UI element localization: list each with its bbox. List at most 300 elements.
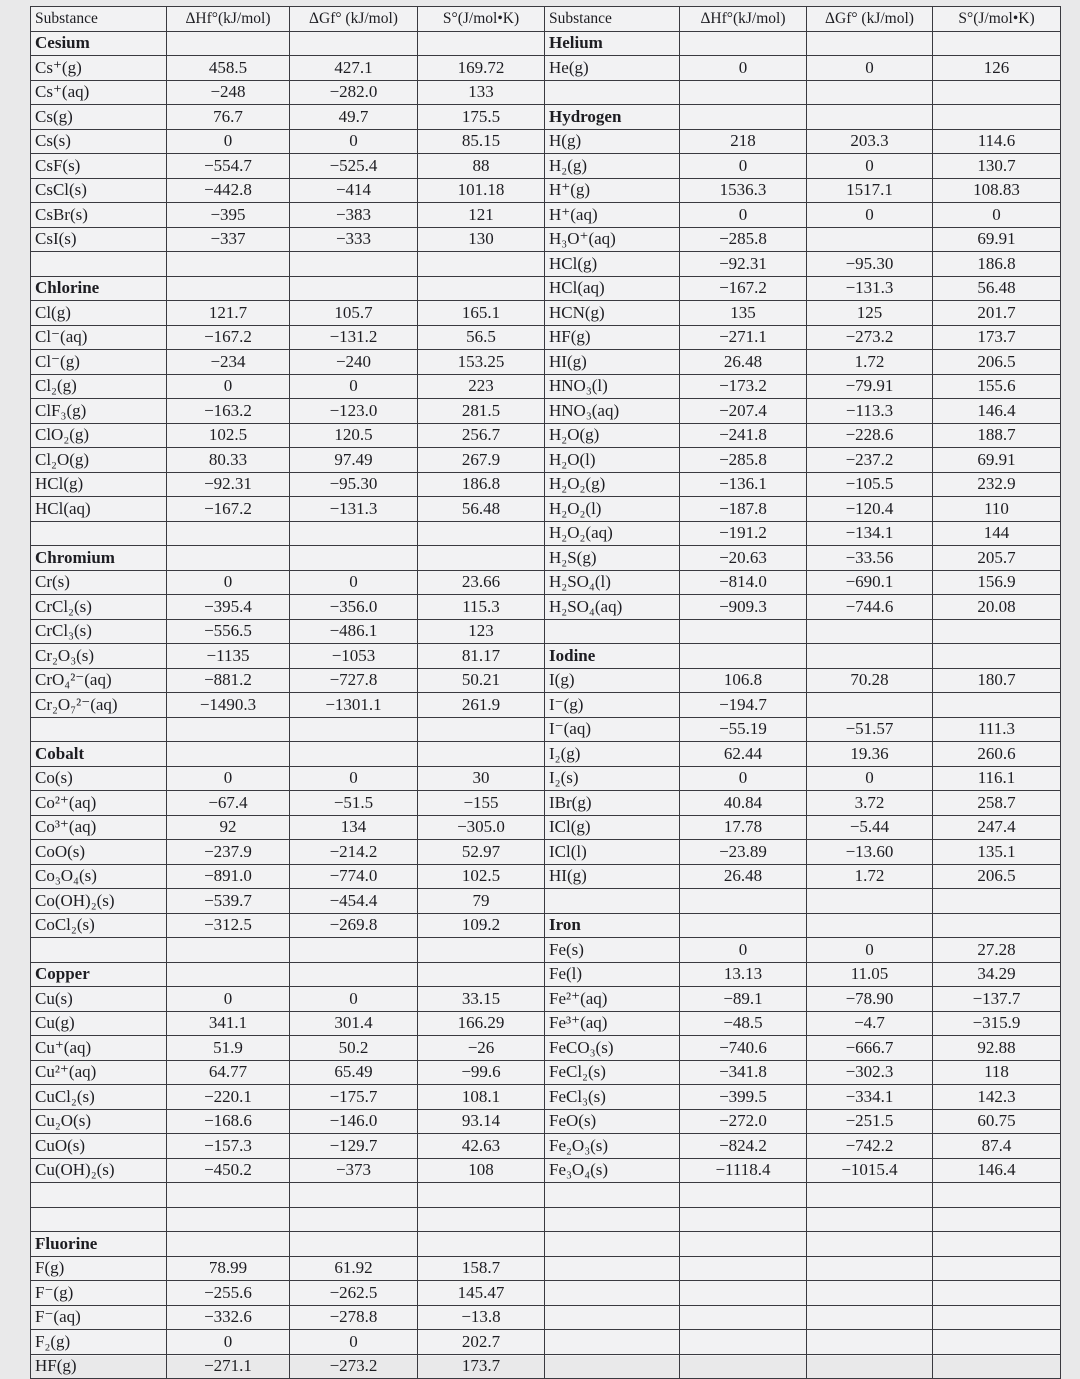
gibbs-cell: −33.56	[807, 546, 933, 571]
entropy-cell	[418, 252, 545, 277]
gibbs-cell: 0	[290, 374, 418, 399]
gibbs-cell: −262.5	[290, 1281, 418, 1306]
table-row	[31, 521, 545, 546]
entropy-cell: 23.66	[418, 570, 545, 595]
table-row	[545, 1281, 1061, 1306]
enthalpy-cell	[680, 31, 807, 56]
enthalpy-cell: −92.31	[680, 252, 807, 277]
substance-cell: Fe³⁺(aq)	[545, 1011, 680, 1036]
enthalpy-cell: 0	[680, 766, 807, 791]
enthalpy-cell: 341.1	[167, 1011, 290, 1036]
substance-cell: HF(g)	[31, 1354, 167, 1379]
entropy-cell: 92.88	[933, 1036, 1061, 1061]
table-row	[31, 1305, 545, 1330]
substance-cell: FeCO₃(s)	[545, 1036, 680, 1061]
entropy-cell: 169.72	[418, 56, 545, 81]
enthalpy-cell: −740.6	[680, 1036, 807, 1061]
substance-cell: I(g)	[545, 668, 680, 693]
substance-cell: Co₃O₄(s)	[31, 864, 167, 889]
enthalpy-cell: −285.8	[680, 227, 807, 252]
table-row	[31, 791, 545, 816]
substance-cell: Cl₂O(g)	[31, 448, 167, 473]
gibbs-cell	[290, 717, 418, 742]
enthalpy-cell: −450.2	[167, 1158, 290, 1183]
enthalpy-cell: −395	[167, 203, 290, 228]
entropy-cell: 121	[418, 203, 545, 228]
table-row	[545, 840, 1061, 865]
gibbs-cell: 125	[807, 301, 933, 326]
enthalpy-cell: 80.33	[167, 448, 290, 473]
gibbs-cell: −1053	[290, 644, 418, 669]
gibbs-cell: −1301.1	[290, 693, 418, 718]
table-row	[31, 1085, 545, 1110]
enthalpy-cell	[167, 521, 290, 546]
entropy-cell: 79	[418, 889, 545, 914]
gibbs-cell	[290, 1207, 418, 1232]
enthalpy-cell: 62.44	[680, 742, 807, 767]
entropy-cell	[933, 31, 1061, 56]
substance-cell: I₂(s)	[545, 766, 680, 791]
gibbs-cell: −727.8	[290, 668, 418, 693]
gibbs-cell: 203.3	[807, 129, 933, 154]
substance-cell: FeCl₂(s)	[545, 1060, 680, 1085]
table-row	[31, 56, 545, 81]
substance-cell: CsCl(s)	[31, 178, 167, 203]
substance-cell: H⁺(aq)	[545, 203, 680, 228]
gibbs-cell	[807, 889, 933, 914]
gibbs-cell	[290, 1183, 418, 1208]
enthalpy-cell	[680, 105, 807, 130]
table-row	[31, 1256, 545, 1281]
entropy-cell	[418, 938, 545, 963]
enthalpy-cell: 0	[167, 374, 290, 399]
enthalpy-cell: −191.2	[680, 521, 807, 546]
substance-cell: Fe₃O₄(s)	[545, 1158, 680, 1183]
gibbs-cell: 3.72	[807, 791, 933, 816]
substance-cell: H₂O(g)	[545, 423, 680, 448]
gibbs-cell	[807, 1183, 933, 1208]
table-row	[31, 1158, 545, 1183]
gibbs-cell	[290, 546, 418, 571]
entropy-cell: −305.0	[418, 815, 545, 840]
enthalpy-cell: −173.2	[680, 374, 807, 399]
section-header-row	[31, 276, 545, 301]
section-header-row	[31, 546, 545, 571]
substance-cell	[545, 889, 680, 914]
entropy-cell	[933, 619, 1061, 644]
entropy-cell: −99.6	[418, 1060, 545, 1085]
table-row	[31, 766, 545, 791]
enthalpy-cell: 40.84	[680, 791, 807, 816]
substance-cell: CsF(s)	[31, 154, 167, 179]
entropy-cell: 109.2	[418, 913, 545, 938]
table-row	[545, 742, 1061, 767]
substance-cell: ICl(g)	[545, 815, 680, 840]
gibbs-cell: −131.2	[290, 325, 418, 350]
substance-cell: He(g)	[545, 56, 680, 81]
substance-cell: F⁻(aq)	[31, 1305, 167, 1330]
table-row	[31, 423, 545, 448]
enthalpy-cell	[680, 1183, 807, 1208]
entropy-cell	[933, 644, 1061, 669]
entropy-cell: 108.1	[418, 1085, 545, 1110]
header-substance: Substance	[31, 7, 167, 32]
gibbs-cell: −79.91	[807, 374, 933, 399]
enthalpy-cell: −92.31	[167, 472, 290, 497]
gibbs-cell: −237.2	[807, 448, 933, 473]
table-row	[545, 987, 1061, 1012]
table-row	[31, 889, 545, 914]
entropy-cell: 188.7	[933, 423, 1061, 448]
entropy-cell: 88	[418, 154, 545, 179]
entropy-cell: 223	[418, 374, 545, 399]
entropy-cell	[933, 1330, 1061, 1355]
substance-cell: HCl(g)	[545, 252, 680, 277]
right-table	[544, 6, 1061, 1379]
entropy-cell: 0	[933, 203, 1061, 228]
enthalpy-cell	[680, 1305, 807, 1330]
substance-cell: CsBr(s)	[31, 203, 167, 228]
entropy-cell: 93.14	[418, 1109, 545, 1134]
table-row	[31, 252, 545, 277]
gibbs-cell: 105.7	[290, 301, 418, 326]
enthalpy-cell: 51.9	[167, 1036, 290, 1061]
entropy-cell	[933, 80, 1061, 105]
substance-cell: HI(g)	[545, 864, 680, 889]
entropy-cell: 101.18	[418, 178, 545, 203]
gibbs-cell: −690.1	[807, 570, 933, 595]
enthalpy-cell	[167, 31, 290, 56]
table-row	[545, 1158, 1061, 1183]
enthalpy-cell: 0	[167, 987, 290, 1012]
enthalpy-cell: −1118.4	[680, 1158, 807, 1183]
entropy-cell: 173.7	[933, 325, 1061, 350]
gibbs-cell: −302.3	[807, 1060, 933, 1085]
gibbs-cell: −269.8	[290, 913, 418, 938]
enthalpy-cell: −234	[167, 350, 290, 375]
header-entropy: S°(J/mol•K)	[418, 7, 545, 32]
substance-cell: Hydrogen	[545, 105, 680, 130]
enthalpy-cell	[167, 546, 290, 571]
table-row	[31, 105, 545, 130]
section-header-row	[545, 644, 1061, 669]
table-row	[545, 1134, 1061, 1159]
substance-cell: HF(g)	[545, 325, 680, 350]
thermo-data-sheet	[30, 6, 1060, 1376]
table-row	[31, 1011, 545, 1036]
substance-cell	[31, 521, 167, 546]
gibbs-cell: −273.2	[290, 1354, 418, 1379]
entropy-cell	[418, 717, 545, 742]
gibbs-cell: −356.0	[290, 595, 418, 620]
table-row	[545, 472, 1061, 497]
enthalpy-cell	[167, 962, 290, 987]
enthalpy-cell	[680, 1354, 807, 1379]
gibbs-cell: 0	[290, 570, 418, 595]
enthalpy-cell: −237.9	[167, 840, 290, 865]
entropy-cell: 20.08	[933, 595, 1061, 620]
table-row	[545, 497, 1061, 522]
enthalpy-cell: −248	[167, 80, 290, 105]
entropy-cell: 42.63	[418, 1134, 545, 1159]
table-row	[31, 938, 545, 963]
table-row	[545, 1207, 1061, 1232]
substance-cell: IBr(g)	[545, 791, 680, 816]
substance-cell: HCl(g)	[31, 472, 167, 497]
gibbs-cell	[290, 742, 418, 767]
table-row	[545, 546, 1061, 571]
entropy-cell: 81.17	[418, 644, 545, 669]
substance-cell: HCl(aq)	[31, 497, 167, 522]
substance-cell: CoCl₂(s)	[31, 913, 167, 938]
enthalpy-cell: −207.4	[680, 399, 807, 424]
table-row	[545, 864, 1061, 889]
enthalpy-cell: 106.8	[680, 668, 807, 693]
gibbs-cell: −95.30	[290, 472, 418, 497]
substance-cell: Iodine	[545, 644, 680, 669]
entropy-cell: −155	[418, 791, 545, 816]
table-row	[31, 644, 545, 669]
entropy-cell: 258.7	[933, 791, 1061, 816]
gibbs-cell	[807, 1354, 933, 1379]
substance-cell: CuO(s)	[31, 1134, 167, 1159]
header-enthalpy: ΔHf°(kJ/mol)	[167, 7, 290, 32]
table-row	[545, 1109, 1061, 1134]
gibbs-cell: −282.0	[290, 80, 418, 105]
entropy-cell	[933, 693, 1061, 718]
table-row	[545, 1011, 1061, 1036]
substance-cell: ICl(l)	[545, 840, 680, 865]
substance-cell: Co(s)	[31, 766, 167, 791]
enthalpy-cell: 102.5	[167, 423, 290, 448]
entropy-cell: 126	[933, 56, 1061, 81]
table-row	[545, 56, 1061, 81]
enthalpy-cell: −337	[167, 227, 290, 252]
table-row	[31, 668, 545, 693]
enthalpy-cell: −399.5	[680, 1085, 807, 1110]
table-row	[545, 301, 1061, 326]
section-header-row	[31, 742, 545, 767]
substance-cell	[31, 1207, 167, 1232]
entropy-cell: 186.8	[418, 472, 545, 497]
table-row	[545, 227, 1061, 252]
enthalpy-cell: −23.89	[680, 840, 807, 865]
gibbs-cell: 97.49	[290, 448, 418, 473]
enthalpy-cell	[167, 276, 290, 301]
enthalpy-cell: 0	[167, 1330, 290, 1355]
gibbs-cell: 0	[807, 154, 933, 179]
enthalpy-cell: −395.4	[167, 595, 290, 620]
enthalpy-cell: −881.2	[167, 668, 290, 693]
enthalpy-cell: 0	[680, 56, 807, 81]
gibbs-cell: 1.72	[807, 864, 933, 889]
entropy-cell: 69.91	[933, 448, 1061, 473]
enthalpy-cell	[680, 1207, 807, 1232]
table-row	[545, 717, 1061, 742]
enthalpy-cell: −909.3	[680, 595, 807, 620]
enthalpy-cell: −442.8	[167, 178, 290, 203]
enthalpy-cell: −55.19	[680, 717, 807, 742]
entropy-cell: 146.4	[933, 1158, 1061, 1183]
gibbs-cell: 427.1	[290, 56, 418, 81]
table-row	[545, 1305, 1061, 1330]
gibbs-cell: 120.5	[290, 423, 418, 448]
substance-cell	[31, 938, 167, 963]
table-row	[31, 864, 545, 889]
gibbs-cell: 50.2	[290, 1036, 418, 1061]
entropy-cell	[933, 1281, 1061, 1306]
enthalpy-cell: −220.1	[167, 1085, 290, 1110]
enthalpy-cell: −187.8	[680, 497, 807, 522]
entropy-cell: 247.4	[933, 815, 1061, 840]
gibbs-cell: −454.4	[290, 889, 418, 914]
entropy-cell: 108	[418, 1158, 545, 1183]
substance-cell: Cs⁺(g)	[31, 56, 167, 81]
entropy-cell: 116.1	[933, 766, 1061, 791]
gibbs-cell: −774.0	[290, 864, 418, 889]
table-row	[545, 1232, 1061, 1257]
substance-cell: Cs⁺(aq)	[31, 80, 167, 105]
enthalpy-cell	[167, 742, 290, 767]
gibbs-cell: 19.36	[807, 742, 933, 767]
entropy-cell: 145.47	[418, 1281, 545, 1306]
substance-cell: Fe₂O₃(s)	[545, 1134, 680, 1159]
table-row	[31, 1134, 545, 1159]
gibbs-cell	[290, 252, 418, 277]
substance-cell: F⁻(g)	[31, 1281, 167, 1306]
gibbs-cell: −95.30	[807, 252, 933, 277]
entropy-cell: 267.9	[418, 448, 545, 473]
substance-cell: H₂SO₄(l)	[545, 570, 680, 595]
table-row	[31, 1109, 545, 1134]
gibbs-cell: 61.92	[290, 1256, 418, 1281]
entropy-cell: 87.4	[933, 1134, 1061, 1159]
enthalpy-cell	[680, 913, 807, 938]
gibbs-cell: 0	[807, 203, 933, 228]
substance-cell: Iron	[545, 913, 680, 938]
substance-cell: Cu(s)	[31, 987, 167, 1012]
enthalpy-cell	[680, 1281, 807, 1306]
table-row	[545, 325, 1061, 350]
enthalpy-cell: −824.2	[680, 1134, 807, 1159]
substance-cell: Cr(s)	[31, 570, 167, 595]
gibbs-cell: −273.2	[807, 325, 933, 350]
gibbs-cell: −742.2	[807, 1134, 933, 1159]
section-header-row	[31, 31, 545, 56]
entropy-cell: 205.7	[933, 546, 1061, 571]
substance-cell: H₂O₂(g)	[545, 472, 680, 497]
gibbs-cell: 49.7	[290, 105, 418, 130]
enthalpy-cell: −89.1	[680, 987, 807, 1012]
table-row	[545, 668, 1061, 693]
left-table	[30, 6, 545, 1379]
table-row	[545, 766, 1061, 791]
enthalpy-cell: 218	[680, 129, 807, 154]
entropy-cell: −13.8	[418, 1305, 545, 1330]
gibbs-cell: −278.8	[290, 1305, 418, 1330]
table-row	[31, 448, 545, 473]
entropy-cell: 110	[933, 497, 1061, 522]
substance-cell: Cesium	[31, 31, 167, 56]
substance-cell: ClO₂(g)	[31, 423, 167, 448]
gibbs-cell: −131.3	[807, 276, 933, 301]
enthalpy-cell: −891.0	[167, 864, 290, 889]
entropy-cell: 33.15	[418, 987, 545, 1012]
enthalpy-cell: −814.0	[680, 570, 807, 595]
table-row	[545, 423, 1061, 448]
table-row	[545, 1256, 1061, 1281]
gibbs-cell: −134.1	[807, 521, 933, 546]
table-row	[545, 374, 1061, 399]
enthalpy-cell	[680, 80, 807, 105]
substance-cell: Fe(s)	[545, 938, 680, 963]
entropy-cell: 186.8	[933, 252, 1061, 277]
enthalpy-cell: 17.78	[680, 815, 807, 840]
table-row	[31, 815, 545, 840]
entropy-cell	[933, 913, 1061, 938]
substance-cell: HCl(aq)	[545, 276, 680, 301]
table-row	[31, 472, 545, 497]
gibbs-cell: −120.4	[807, 497, 933, 522]
table-row	[31, 1354, 545, 1379]
enthalpy-cell: 458.5	[167, 56, 290, 81]
gibbs-cell	[807, 644, 933, 669]
table-row	[545, 889, 1061, 914]
entropy-cell: 111.3	[933, 717, 1061, 742]
gibbs-cell: −5.44	[807, 815, 933, 840]
substance-cell: H(g)	[545, 129, 680, 154]
gibbs-cell	[290, 276, 418, 301]
header-gibbs: ΔGf° (kJ/mol)	[290, 7, 418, 32]
substance-cell: Cs(g)	[31, 105, 167, 130]
substance-cell	[545, 1183, 680, 1208]
table-row	[31, 399, 545, 424]
table-row	[31, 1330, 545, 1355]
enthalpy-cell	[167, 1232, 290, 1257]
table-row	[31, 1183, 545, 1208]
table-row	[545, 80, 1061, 105]
entropy-cell: 69.91	[933, 227, 1061, 252]
header-row	[545, 7, 1061, 32]
entropy-cell	[933, 105, 1061, 130]
entropy-cell: 156.9	[933, 570, 1061, 595]
enthalpy-cell: 0	[680, 203, 807, 228]
entropy-cell: 102.5	[418, 864, 545, 889]
entropy-cell	[418, 276, 545, 301]
gibbs-cell	[290, 31, 418, 56]
enthalpy-cell: 26.48	[680, 350, 807, 375]
substance-cell: H₂SO₄(aq)	[545, 595, 680, 620]
gibbs-cell: −131.3	[290, 497, 418, 522]
table-row	[545, 962, 1061, 987]
gibbs-cell: −744.6	[807, 595, 933, 620]
table-row	[545, 1060, 1061, 1085]
enthalpy-cell: 0	[167, 766, 290, 791]
gibbs-cell: −333	[290, 227, 418, 252]
entropy-cell: 30	[418, 766, 545, 791]
enthalpy-cell: −168.6	[167, 1109, 290, 1134]
gibbs-cell: −1015.4	[807, 1158, 933, 1183]
gibbs-cell	[290, 521, 418, 546]
table-row	[545, 1183, 1061, 1208]
gibbs-cell: −13.60	[807, 840, 933, 865]
header-entropy: S°(J/mol•K)	[933, 7, 1061, 32]
gibbs-cell: −113.3	[807, 399, 933, 424]
substance-cell: ClF₃(g)	[31, 399, 167, 424]
entropy-cell	[418, 962, 545, 987]
enthalpy-cell: −271.1	[167, 1354, 290, 1379]
gibbs-cell	[807, 693, 933, 718]
